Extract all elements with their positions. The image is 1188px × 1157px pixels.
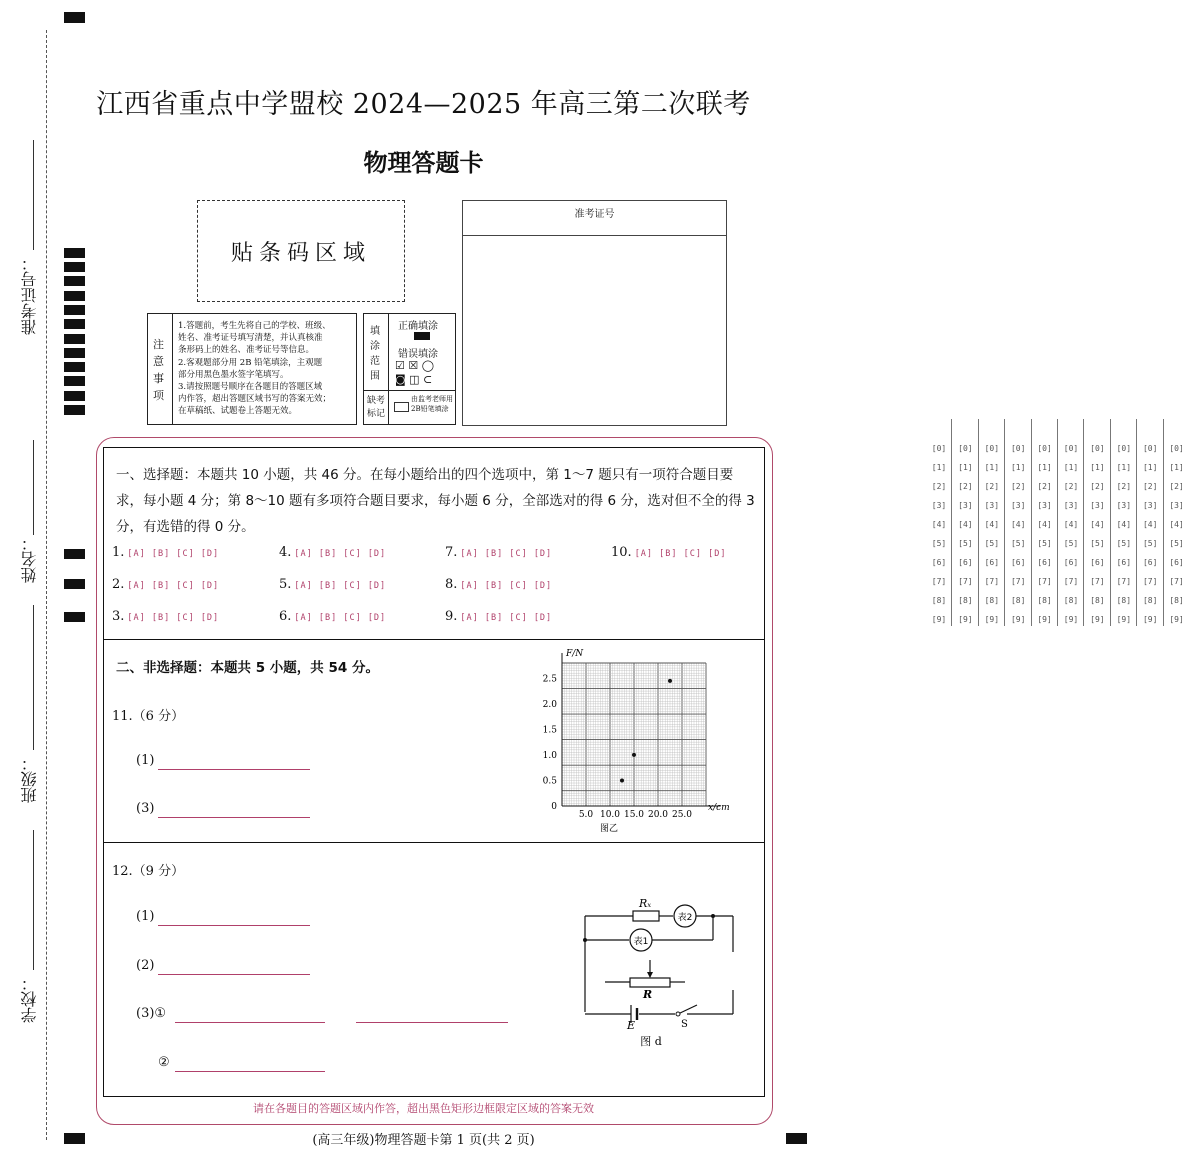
ticket-digit-bubble[interactable]: [6] <box>1169 558 1184 567</box>
force-displacement-chart <box>530 645 750 840</box>
ticket-digit-bubble[interactable]: [1] <box>931 463 947 472</box>
mc-options[interactable]: [A] [B] [C] [D] <box>460 549 553 559</box>
class-label: 班级： <box>20 755 39 803</box>
q12-part3-2: ② <box>158 1055 170 1070</box>
timing-mark <box>64 405 85 415</box>
mc-options[interactable]: [A] [B] [C] [D] <box>127 581 220 591</box>
mc-question <box>112 545 219 560</box>
timing-mark <box>64 376 85 386</box>
class-line <box>33 605 34 750</box>
ticket-digit-bubble[interactable]: [0] <box>1010 444 1026 453</box>
ticket-digit-bubble[interactable]: [3] <box>1142 501 1158 510</box>
chart-point <box>668 679 672 683</box>
ticket-digit-bubble[interactable]: [8] <box>931 596 947 605</box>
ticket-digit-bubble[interactable]: [5] <box>1037 539 1052 548</box>
mc-number: 2. <box>112 577 125 592</box>
ticket-digit-bubble[interactable]: [7] <box>984 577 1000 586</box>
chart-x-tick: 5.0 <box>578 810 594 820</box>
q11-part3: (3) <box>136 801 155 816</box>
ticket-digit-bubble[interactable]: [2] <box>1010 482 1026 491</box>
ticket-digit-bubble[interactable]: [8] <box>1010 596 1026 605</box>
ticket-digit-bubble[interactable]: [9] <box>958 615 973 624</box>
q11-part3-line[interactable] <box>158 817 310 818</box>
chart-y-label: F/N <box>566 649 584 659</box>
ticket-digit-bubble[interactable]: [6] <box>1090 558 1105 567</box>
timing-mark <box>64 276 85 286</box>
ticket-col-divider <box>978 419 979 626</box>
ticket-digit-bubble[interactable]: [5] <box>958 539 973 548</box>
ticket-digit-bubble[interactable]: [4] <box>1116 520 1132 529</box>
ticket-digit-bubble[interactable]: [7] <box>1142 577 1158 586</box>
chart-y-tick: 0 <box>551 802 557 812</box>
binding-line <box>46 30 47 1140</box>
notes-line: 2.客观题部分用 2B 铅笔填涂，主观题 <box>178 357 323 368</box>
ticket-digit-bubble[interactable]: [7] <box>1063 577 1079 586</box>
ticket-digit-bubble[interactable]: [0] <box>958 444 973 453</box>
ticket-digit-bubble[interactable]: [7] <box>1037 577 1052 586</box>
ticket-digit-bubble[interactable]: [6] <box>958 558 973 567</box>
ticket-digit-bubble[interactable]: [1] <box>1169 463 1184 472</box>
timing-mark <box>64 305 85 315</box>
section1-heading: 一、选择题：本题共 10 小题，共 46 分。在每小题给出的四个选项中，第 1～7 题只有一项符合题目要求，每小题 4 分；第 8～10 题有多项符合题目要求，每小题 6 分，全部选对的得 6 分，选对但不全的得 3 分，有选错的得 0 分。 <box>116 467 755 535</box>
mc-question <box>112 609 219 624</box>
ticket-col-divider <box>1163 419 1164 626</box>
ticket-digit-bubble[interactable]: [3] <box>1090 501 1105 510</box>
chart-x-tick: 20.0 <box>647 810 669 820</box>
correct-fill-mark <box>414 332 430 340</box>
notes-line: 条形码上的姓名、准考证号等信息。 <box>178 345 315 356</box>
timing-mark <box>64 391 85 401</box>
ticket-digit-bubble[interactable]: [3] <box>1116 501 1132 510</box>
ticket-digit-bubble[interactable]: [1] <box>984 463 1000 472</box>
mc-number: 3. <box>112 609 125 624</box>
notes-line: 在草稿纸、试题卷上答题无效。 <box>178 406 298 417</box>
mc-question <box>279 609 386 624</box>
ticket-digit-bubble[interactable]: [9] <box>931 615 947 624</box>
mc-question <box>445 545 552 560</box>
exam-title: 江西省重点中学盟校 2024—2025 年高三第二次联考 <box>96 89 751 120</box>
mc-options[interactable]: [A] [B] [C] [D] <box>294 613 387 623</box>
ticket-digit-bubble[interactable]: [9] <box>1169 615 1184 624</box>
ticket-digit-bubble[interactable]: [5] <box>1063 539 1079 548</box>
ticket-digit-bubble[interactable]: [4] <box>1010 520 1026 529</box>
ticket-digit-bubble[interactable]: [8] <box>958 596 973 605</box>
fill-hdivider <box>364 390 455 391</box>
ticket-digit-bubble[interactable]: [9] <box>1116 615 1132 624</box>
notes-line: 1.答题前，考生先将自己的学校、班级、 <box>178 321 331 331</box>
ticket-digit-bubble[interactable]: [8] <box>1063 596 1079 605</box>
mc-number: 6. <box>279 609 292 624</box>
mc-question <box>112 577 219 592</box>
timing-mark <box>64 549 85 559</box>
ticket-digit-bubble[interactable]: [1] <box>1063 463 1079 472</box>
timing-mark <box>64 612 85 622</box>
mc-number: 5. <box>279 577 292 592</box>
timing-mark <box>64 291 85 301</box>
ticket-digit-bubble[interactable]: [2] <box>1063 482 1079 491</box>
ticket-col-divider <box>1083 419 1084 626</box>
ticket-digit-bubble[interactable]: [8] <box>1142 596 1158 605</box>
ticket-digit-bubble[interactable]: [4] <box>1142 520 1158 529</box>
q12-label: 12.（9 分） <box>112 864 185 879</box>
ticket-digit-bubble[interactable]: [9] <box>984 615 1000 624</box>
q12-part2: (2) <box>136 958 155 973</box>
meter2-label: 表2 <box>677 913 693 923</box>
page-footer: (高三年级)物理答题卡第 1 页(共 2 页) <box>312 1133 535 1148</box>
ticket-digit-bubble[interactable]: [9] <box>1063 615 1079 624</box>
chart-x-tick: 25.0 <box>671 810 693 820</box>
ticket-digit-bubble[interactable]: [3] <box>931 501 947 510</box>
ticket-digit-bubble[interactable]: [3] <box>1169 501 1184 510</box>
q12-part2-line[interactable] <box>158 974 310 975</box>
section-divider <box>103 639 765 640</box>
chart-x-label: x/cm <box>708 803 730 813</box>
ticket-digit-bubble[interactable]: [1] <box>958 463 973 472</box>
barcode-area <box>197 200 405 302</box>
mc-number: 10. <box>611 545 632 560</box>
mc-question <box>445 609 552 624</box>
ticket-digit-bubble[interactable]: [5] <box>1169 539 1184 548</box>
mc-number: 7. <box>445 545 458 560</box>
ticket-digit-bubble[interactable]: [9] <box>1010 615 1026 624</box>
chart-y-tick: 2.5 <box>542 674 557 685</box>
ticket-digit-bubble[interactable]: [2] <box>958 482 973 491</box>
ticket-digit-bubble[interactable]: [7] <box>1169 577 1184 586</box>
chart-point <box>632 753 636 757</box>
ticket-digit-bubble[interactable]: [2] <box>1142 482 1158 491</box>
mc-options[interactable]: [A] [B] [C] [D] <box>294 581 387 591</box>
chart-y-tick: 1.0 <box>542 750 557 761</box>
ticket-digit-bubble[interactable]: [1] <box>1010 463 1026 472</box>
correct-fill-label: 正确填涂 <box>398 321 438 332</box>
mc-number: 1. <box>112 545 125 560</box>
ticket-digit-bubble[interactable]: [4] <box>958 520 973 529</box>
ticket-digit-bubble[interactable]: [0] <box>1063 444 1079 453</box>
mc-number: 4. <box>279 545 292 560</box>
ticket-digit-bubble[interactable]: [8] <box>1116 596 1132 605</box>
ticket-digit-bubble[interactable]: [5] <box>984 539 1000 548</box>
ticket-digit-bubble[interactable]: [6] <box>1116 558 1132 567</box>
ticket-digit-bubble[interactable]: [0] <box>931 444 947 453</box>
ticket-col-divider <box>951 419 952 626</box>
ticket-digit-bubble[interactable]: [9] <box>1142 615 1158 624</box>
timing-mark <box>64 334 85 344</box>
ticket-digit-bubble[interactable]: [1] <box>1142 463 1158 472</box>
ticket-digit-bubble[interactable]: [2] <box>1037 482 1052 491</box>
ticket-digit-bubble[interactable]: [3] <box>1063 501 1079 510</box>
chart-title: 图乙 <box>599 824 619 834</box>
r-label: R <box>643 988 653 1001</box>
ticket-digit-bubble[interactable]: [4] <box>1063 520 1079 529</box>
timing-mark <box>64 248 85 258</box>
chart-y-tick: 2.0 <box>542 699 557 710</box>
ticket-digit-bubble[interactable]: [3] <box>1037 501 1052 510</box>
mc-question <box>611 545 726 560</box>
ticket-col-divider <box>1031 419 1032 626</box>
ticket-digit-bubble[interactable]: [0] <box>1116 444 1132 453</box>
ticket-digit-bubble[interactable]: [7] <box>1090 577 1105 586</box>
mc-question <box>279 577 386 592</box>
chart-point <box>620 778 624 782</box>
ticket-digit-bubble[interactable]: [5] <box>1010 539 1026 548</box>
q12-part1: (1) <box>136 909 155 924</box>
mc-options[interactable]: [A] [B] [C] [D] <box>460 613 553 623</box>
ticket-digit-bubble[interactable]: [6] <box>931 558 947 567</box>
ticket-digit-bubble[interactable]: [5] <box>1090 539 1105 548</box>
circuit-diagram <box>575 892 750 1052</box>
q11-part1: (1) <box>136 753 155 768</box>
name-label: 姓名： <box>20 535 39 583</box>
ticket-col-divider <box>1057 419 1058 626</box>
mc-options[interactable]: [A] [B] [C] [D] <box>634 549 727 559</box>
ticket-digit-bubble[interactable]: [7] <box>931 577 947 586</box>
q12-part3b-line[interactable] <box>356 1022 508 1023</box>
notes-title: 注意事项 <box>153 338 164 402</box>
ticket-label: 准考证号： <box>20 255 39 335</box>
notes-line: 内作答，超出答题区域书写的答案无效； <box>178 394 332 405</box>
ticket-digit-bubble[interactable]: [0] <box>1169 444 1184 453</box>
notes-line: 部分用黑色墨水签字笔填写。 <box>178 369 289 380</box>
barcode-label: 贴条码区域 <box>230 240 371 266</box>
ticket-digit-bubble[interactable]: [8] <box>984 596 1000 605</box>
ticket-col-divider <box>1004 419 1005 626</box>
q12-part3: (3)① <box>136 1006 167 1021</box>
notes-line: 姓名、准考证号填写清楚，并认真核准 <box>178 333 323 344</box>
mc-question <box>445 577 552 592</box>
ticket-digit-bubble[interactable]: [2] <box>1169 482 1184 491</box>
ticket-grid-title: 准考证号 <box>574 209 615 220</box>
ticket-digit-bubble[interactable]: [3] <box>1010 501 1026 510</box>
ticket-digit-bubble[interactable]: [5] <box>931 539 947 548</box>
ticket-digit-bubble[interactable]: [1] <box>1090 463 1105 472</box>
timing-mark <box>64 348 85 358</box>
ticket-digit-bubble[interactable]: [7] <box>1116 577 1132 586</box>
wrong-fill-marks: ☑ ☒ ◯ ◙ ◫ ⊂ <box>395 359 435 386</box>
notes-box <box>147 313 357 425</box>
ticket-digit-bubble[interactable]: [3] <box>958 501 973 510</box>
s-label: S <box>681 1019 688 1030</box>
school-label: 学校： <box>20 975 39 1023</box>
ticket-digit-bubble[interactable]: [2] <box>1090 482 1105 491</box>
school-line <box>33 830 34 970</box>
timing-mark <box>64 262 85 272</box>
ticket-digit-bubble[interactable]: [7] <box>1010 577 1026 586</box>
mc-question <box>279 545 386 560</box>
mc-options[interactable]: [A] [B] [C] [D] <box>294 549 387 559</box>
ticket-digit-bubble[interactable]: [2] <box>984 482 1000 491</box>
section2-heading: 二、非选择题：本题共 5 小题，共 54 分。 <box>116 660 379 676</box>
ticket-digit-bubble[interactable]: [6] <box>1142 558 1158 567</box>
mc-number: 8. <box>445 577 458 592</box>
notes-line: 3.请按照题号顺序在各题目的答题区域 <box>178 382 323 393</box>
notes-text <box>178 320 356 418</box>
mc-options[interactable]: [A] [B] [C] [D] <box>127 613 220 623</box>
ticket-digit-bubble[interactable]: [2] <box>931 482 947 491</box>
circuit-caption: 图 d <box>640 1035 662 1048</box>
q12-part3-2-line[interactable] <box>175 1071 325 1072</box>
q12-part3a-line[interactable] <box>175 1022 325 1023</box>
fill-range-label: 填涂范围 <box>370 326 380 382</box>
chart-x-tick: 10.0 <box>599 810 621 820</box>
ticket-digit-bubble[interactable]: [2] <box>1116 482 1132 491</box>
mc-options[interactable]: [A] [B] [C] [D] <box>460 581 553 591</box>
ticket-digit-bubble[interactable]: [6] <box>1010 558 1026 567</box>
ticket-digit-bubble[interactable]: [0] <box>984 444 1000 453</box>
mc-options[interactable]: [A] [B] [C] [D] <box>127 549 220 559</box>
ticket-digit-bubble[interactable]: [6] <box>984 558 1000 567</box>
ticket-col-divider <box>1110 419 1111 626</box>
ticket-col-divider <box>1136 419 1137 626</box>
mc-number: 9. <box>445 609 458 624</box>
ticket-digit-bubble[interactable]: [4] <box>1169 520 1184 529</box>
name-line <box>33 440 34 535</box>
ticket-digit-bubble[interactable]: [6] <box>1037 558 1052 567</box>
section-divider <box>103 842 765 843</box>
corner-marker <box>64 12 85 23</box>
absent-note: 由监考老师用2B铅笔填涂 <box>411 395 453 413</box>
timing-mark <box>64 579 85 589</box>
ticket-digit-bubble[interactable]: [4] <box>984 520 1000 529</box>
timing-mark <box>64 319 85 329</box>
wrong-fill-label: 错误填涂 <box>398 349 438 360</box>
notes-divider <box>172 314 173 424</box>
ticket-digit-bubble[interactable]: [1] <box>1116 463 1132 472</box>
ticket-digit-bubble[interactable]: [1] <box>1037 463 1052 472</box>
ticket-digit-bubble[interactable]: [4] <box>931 520 947 529</box>
ticket-digit-bubble[interactable]: [7] <box>958 577 973 586</box>
ticket-digit-bubble[interactable]: [5] <box>1116 539 1132 548</box>
ticket-digit-bubble[interactable]: [6] <box>1063 558 1079 567</box>
ticket-digit-bubble[interactable]: [0] <box>1037 444 1052 453</box>
ticket-grid-rule <box>463 235 726 236</box>
absent-box[interactable] <box>394 402 409 412</box>
ticket-digit-bubble[interactable]: [4] <box>1090 520 1105 529</box>
meter1-label: 表1 <box>633 937 649 947</box>
q11-part1-line[interactable] <box>158 769 310 770</box>
ticket-digit-bubble[interactable]: [3] <box>984 501 1000 510</box>
chart-x-tick: 15.0 <box>623 810 645 820</box>
absent-label: 缺考标记 <box>367 396 386 419</box>
ticket-digit-bubble[interactable]: [4] <box>1037 520 1052 529</box>
ticket-digit-bubble[interactable]: [0] <box>1142 444 1158 453</box>
ticket-digit-bubble[interactable]: [0] <box>1090 444 1105 453</box>
ticket-digit-bubble[interactable]: [8] <box>1037 596 1052 605</box>
rx-label: Rₓ <box>639 897 652 910</box>
ticket-digit-bubble[interactable]: [5] <box>1142 539 1158 548</box>
card-title: 物理答题卡 <box>363 149 484 177</box>
ticket-digit-bubble[interactable]: [8] <box>1169 596 1184 605</box>
fill-divider <box>388 314 389 424</box>
q11-label: 11.（6 分） <box>112 709 185 724</box>
chart-y-tick: 1.5 <box>542 725 557 736</box>
ticket-digit-bubble[interactable]: [9] <box>1037 615 1052 624</box>
ticket-digit-bubble[interactable]: [8] <box>1090 596 1105 605</box>
ticket-digit-bubble[interactable]: [9] <box>1090 615 1105 624</box>
chart-y-tick: 0.5 <box>542 776 557 787</box>
q12-part1-line[interactable] <box>158 925 310 926</box>
area-warning: 请在各题目的答题区域内作答，超出黑色矩形边框限定区域的答案无效 <box>253 1102 594 1115</box>
e-label: E <box>627 1019 636 1032</box>
fill-example <box>363 313 456 425</box>
timing-mark <box>64 362 85 372</box>
